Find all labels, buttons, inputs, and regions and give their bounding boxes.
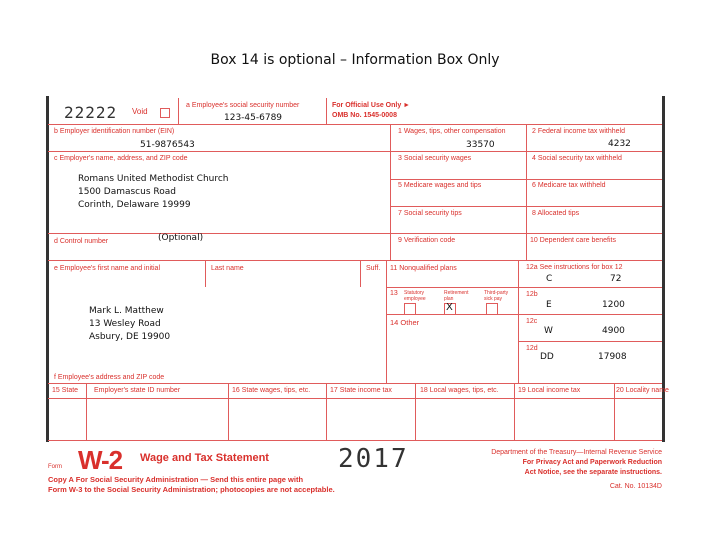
box-18-label: 18 Local wages, tips, etc. xyxy=(420,387,499,394)
box-12c-label: 12c xyxy=(526,318,538,325)
copy-a-notice xyxy=(48,475,335,495)
box-12d-amount[interactable]: 17908 xyxy=(598,352,627,362)
box-17-label: 17 State income tax xyxy=(330,387,392,394)
rule xyxy=(415,383,416,440)
rule xyxy=(386,260,387,383)
rule xyxy=(178,98,179,124)
box-6-label: 6 Medicare tax withheld xyxy=(532,182,606,189)
rule xyxy=(326,383,327,440)
slide-title: Box 14 is optional – Information Box Only xyxy=(210,52,500,68)
rule xyxy=(48,260,662,261)
box-12b-label: 12b xyxy=(526,291,538,298)
retirement-label: Retirement plan xyxy=(444,290,469,302)
treasury-notice xyxy=(462,448,662,492)
box-19-label: 19 Local income tax xyxy=(518,387,581,394)
sick-pay-checkbox[interactable] xyxy=(486,303,498,315)
form-name: W-2 xyxy=(78,445,123,475)
form-control-code: 22222 xyxy=(64,103,118,122)
box-1-label: 1 Wages, tips, other compensation xyxy=(398,128,506,135)
ein-value[interactable]: 51-9876543 xyxy=(140,140,195,150)
box-12a-code[interactable]: C xyxy=(546,274,553,284)
rule xyxy=(48,151,662,152)
void-checkbox[interactable] xyxy=(160,108,170,118)
cat-number: Cat. No. 10134D xyxy=(609,483,662,490)
box-2-label: 2 Federal income tax withheld xyxy=(532,128,625,135)
rule xyxy=(386,287,662,288)
rule xyxy=(86,383,87,440)
employer-line: 1500 Damascus Road xyxy=(78,187,176,197)
box-3-label: 3 Social security wages xyxy=(398,155,472,162)
box-c-label: c Employer's name, address, and ZIP code xyxy=(54,155,188,162)
statutory-label: Statutory employee xyxy=(404,290,426,302)
rule xyxy=(48,440,662,441)
rule xyxy=(360,260,361,287)
copy-line: Form W-3 to the Social Security Administration; photocopies are not acceptable. xyxy=(48,485,335,494)
form-word: Form xyxy=(48,464,62,470)
box-5-label: 5 Medicare wages and tips xyxy=(398,182,482,189)
rule xyxy=(48,233,662,234)
box-12d-code[interactable]: DD xyxy=(540,352,554,362)
rule xyxy=(326,98,327,124)
box-15-label: 15 State xyxy=(52,387,79,394)
box-16-label: 16 State wages, tips, etc. xyxy=(232,387,311,394)
box-11-label: 11 Nonqualified plans xyxy=(390,265,457,272)
rule xyxy=(518,341,662,342)
box-12a-label: 12a See instructions for box 12 xyxy=(526,264,623,271)
omb-label: OMB No. 1545-0008 xyxy=(332,112,397,119)
employee-line: 13 Wesley Road xyxy=(89,319,161,329)
rule xyxy=(614,383,615,440)
sick-pay-label: Third-party sick pay xyxy=(484,290,509,302)
tax-year: 2017 xyxy=(338,444,409,474)
box-2-value[interactable]: 4232 xyxy=(608,139,631,149)
employee-address[interactable] xyxy=(89,305,170,344)
box-b-label: b Employer identification number (EIN) xyxy=(54,128,175,135)
retirement-checkbox[interactable] xyxy=(444,303,456,315)
void-label: Void xyxy=(132,107,148,116)
official-use-label: For Official Use Only ► xyxy=(332,102,411,109)
box-12a-amount[interactable]: 72 xyxy=(610,274,622,284)
rule xyxy=(205,260,206,287)
state-id-label: Employer's state ID number xyxy=(94,387,181,394)
employee-line: Mark L. Matthew xyxy=(89,306,164,316)
box-7-label: 7 Social security tips xyxy=(398,210,462,217)
privacy-line: For Privacy Act and Paperwork Reduction xyxy=(522,459,662,466)
box-1-value[interactable]: 33570 xyxy=(466,140,495,150)
box-4-label: 4 Social security tax withheld xyxy=(532,155,622,162)
rule xyxy=(386,314,662,315)
control-number-value[interactable]: (Optional) xyxy=(158,233,204,243)
rule xyxy=(526,124,527,260)
box-12b-code[interactable]: E xyxy=(546,300,552,310)
ssn-value[interactable]: 123-45-6789 xyxy=(224,113,283,123)
box-12c-amount[interactable]: 4900 xyxy=(602,326,625,336)
frame-left-bar xyxy=(46,96,49,442)
box-d-label: d Control number xyxy=(54,238,109,245)
box-12c-code[interactable]: W xyxy=(544,326,553,336)
employer-line: Corinth, Delaware 19999 xyxy=(78,200,191,210)
rule xyxy=(48,124,662,125)
employee-line: Asbury, DE 19900 xyxy=(89,332,171,342)
suff-label: Suff. xyxy=(366,265,381,272)
box-12b-amount[interactable]: 1200 xyxy=(602,300,625,310)
rule xyxy=(48,383,662,384)
box-13-label: 13 xyxy=(390,290,398,297)
rule xyxy=(390,124,391,260)
box-a-label: a Employee's social security number xyxy=(186,102,300,109)
box-14-label: 14 Other xyxy=(390,318,420,327)
last-name-label: Last name xyxy=(211,265,244,272)
box-f-label: f Employee's address and ZIP code xyxy=(54,374,165,381)
box-e-label: e Employee's first name and initial xyxy=(54,265,160,272)
rule xyxy=(228,383,229,440)
treasury-line: Department of the Treasury—Internal Revenue Service xyxy=(491,449,662,456)
employer-address[interactable] xyxy=(78,173,229,212)
box-20-label: 20 Locality name xyxy=(616,387,669,394)
privacy-line: Act Notice, see the separate instructions. xyxy=(524,469,662,476)
rule xyxy=(514,383,515,440)
rule xyxy=(518,260,519,383)
box-10-label: 10 Dependent care benefits xyxy=(530,237,617,244)
copy-line: Copy A For Social Security Administration — Send this entire page with xyxy=(48,475,304,484)
retirement-check-mark: X xyxy=(446,302,453,313)
statutory-checkbox[interactable] xyxy=(404,303,416,315)
box-12d-label: 12d xyxy=(526,345,538,352)
employer-line: Romans United Methodist Church xyxy=(78,174,229,184)
box-8-label: 8 Allocated tips xyxy=(532,210,580,217)
statement-title: Wage and Tax Statement xyxy=(140,452,269,464)
box-9-label: 9 Verification code xyxy=(398,237,456,244)
rule xyxy=(48,398,662,399)
